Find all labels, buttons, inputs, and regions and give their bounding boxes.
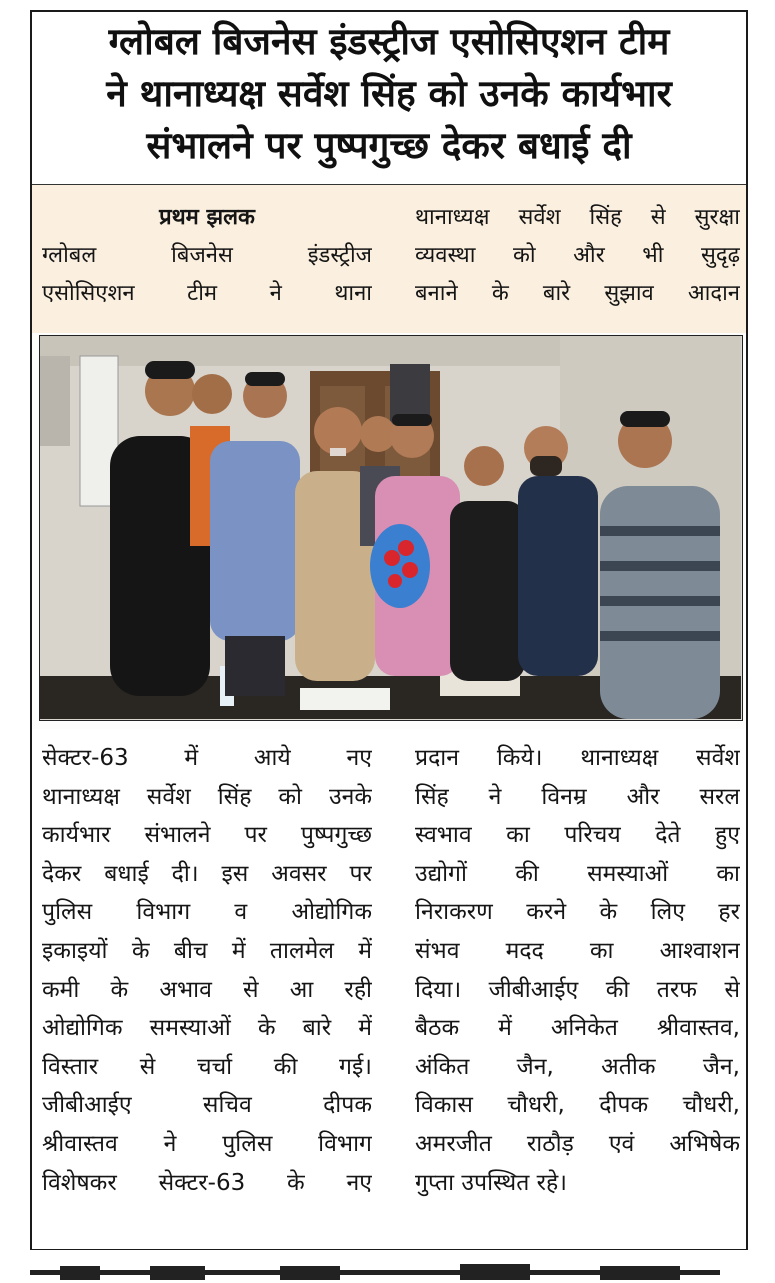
body-left-line-3: कार्यभार संभालने पर पुष्पगुच्छ (42, 822, 372, 849)
headline-line-2: ने थानाध्यक्ष सर्वेश सिंह को उनके कार्यभार (106, 72, 672, 115)
body-left-column (42, 739, 372, 1202)
body-left-line-2: थानाध्यक्ष सर्वेश सिंह को उनके (42, 783, 372, 810)
next-article-fragment (0, 1262, 775, 1283)
body-left-line-1: सेक्टर-63 में आये नए (42, 745, 372, 771)
body-right-line-4: उद्योगों की समस्याओं का (415, 860, 740, 887)
intro-right-column (415, 199, 740, 313)
body-right-line-6: संभव मदद का आश्वाशन (415, 937, 740, 964)
intro-right-line-3: बनाने के बारे सुझाव आदान (415, 281, 740, 306)
bouquet (370, 524, 430, 608)
body-left-line-5: पुलिस विभाग व ओद्योगिक (42, 899, 372, 926)
intro-left-line-1: ग्लोबल बिजनेस इंडस्ट्रीज (42, 243, 372, 268)
body-left-line-4: देकर बधाई दी। इस अवसर पर (42, 860, 372, 887)
body-right-line-1: प्रदान किये। थानाध्यक्ष सर्वेश (415, 745, 740, 771)
body-left-line-8: ओद्योगिक समस्याओं के बारे में (42, 1015, 372, 1042)
intro-right-line-2: व्यवस्था को और भी सुदृढ़ (415, 243, 740, 268)
body-left-line-10: जीबीआईए सचिव दीपक (42, 1092, 372, 1119)
body-left-line-12: विशेषकर सेक्टर-63 के नए (42, 1169, 372, 1196)
intro-right-line-1: थानाध्यक्ष सर्वेश सिंह से सुरक्षा (415, 205, 740, 230)
newspaper-clipping (30, 10, 748, 1250)
intro-section (32, 185, 746, 333)
body-right-line-12: गुप्ता उपस्थित रहे। (415, 1169, 567, 1196)
body-right-line-10: विकास चौधरी, दीपक चौधरी, (415, 1092, 740, 1119)
group-photo-illustration (40, 336, 741, 719)
headline-line-1: ग्लोबल बिजनेस इंडस्ट्रीज एसोसिएशन टीम (108, 20, 670, 63)
body-right-line-5: निराकरण करने के लिए हर (415, 899, 740, 926)
body-right-line-8: बैठक में अनिकेत श्रीवास्तव, (415, 1015, 740, 1042)
body-left-line-9: विस्तार से चर्चा की गई। (42, 1053, 372, 1080)
body-left-line-11: श्रीवास्तव ने पुलिस विभाग (42, 1130, 372, 1157)
intro-left-line-2: एसोसिएशन टीम ने थाना (42, 281, 372, 306)
body-right-column (415, 739, 740, 1202)
news-photo (39, 335, 743, 721)
cut-off-headline-shapes (0, 1262, 775, 1283)
body-left-line-6: इकाइयों के बीच में तालमेल में (42, 937, 372, 964)
body-left-line-7: कमी के अभाव से आ रही (42, 976, 372, 1003)
body-right-line-2: सिंह ने विनम्र और सरल (415, 783, 740, 810)
body-right-line-9: अंकित जैन, अतीक जैन, (415, 1053, 740, 1080)
headline-line-3: संभालने पर पुष्पगुच्छ देकर बधाई दी (146, 124, 632, 167)
byline: प्रथम झलक (159, 205, 255, 230)
body-right-line-11: अमरजीत राठौड़ एवं अभिषेक (415, 1130, 740, 1157)
body-right-line-7: दिया। जीबीआईए की तरफ से (415, 976, 740, 1003)
body-right-line-3: स्वभाव का परिचय देते हुए (415, 822, 740, 849)
headline-box (32, 12, 746, 185)
intro-left-column (42, 199, 372, 313)
article-body (32, 729, 746, 1249)
